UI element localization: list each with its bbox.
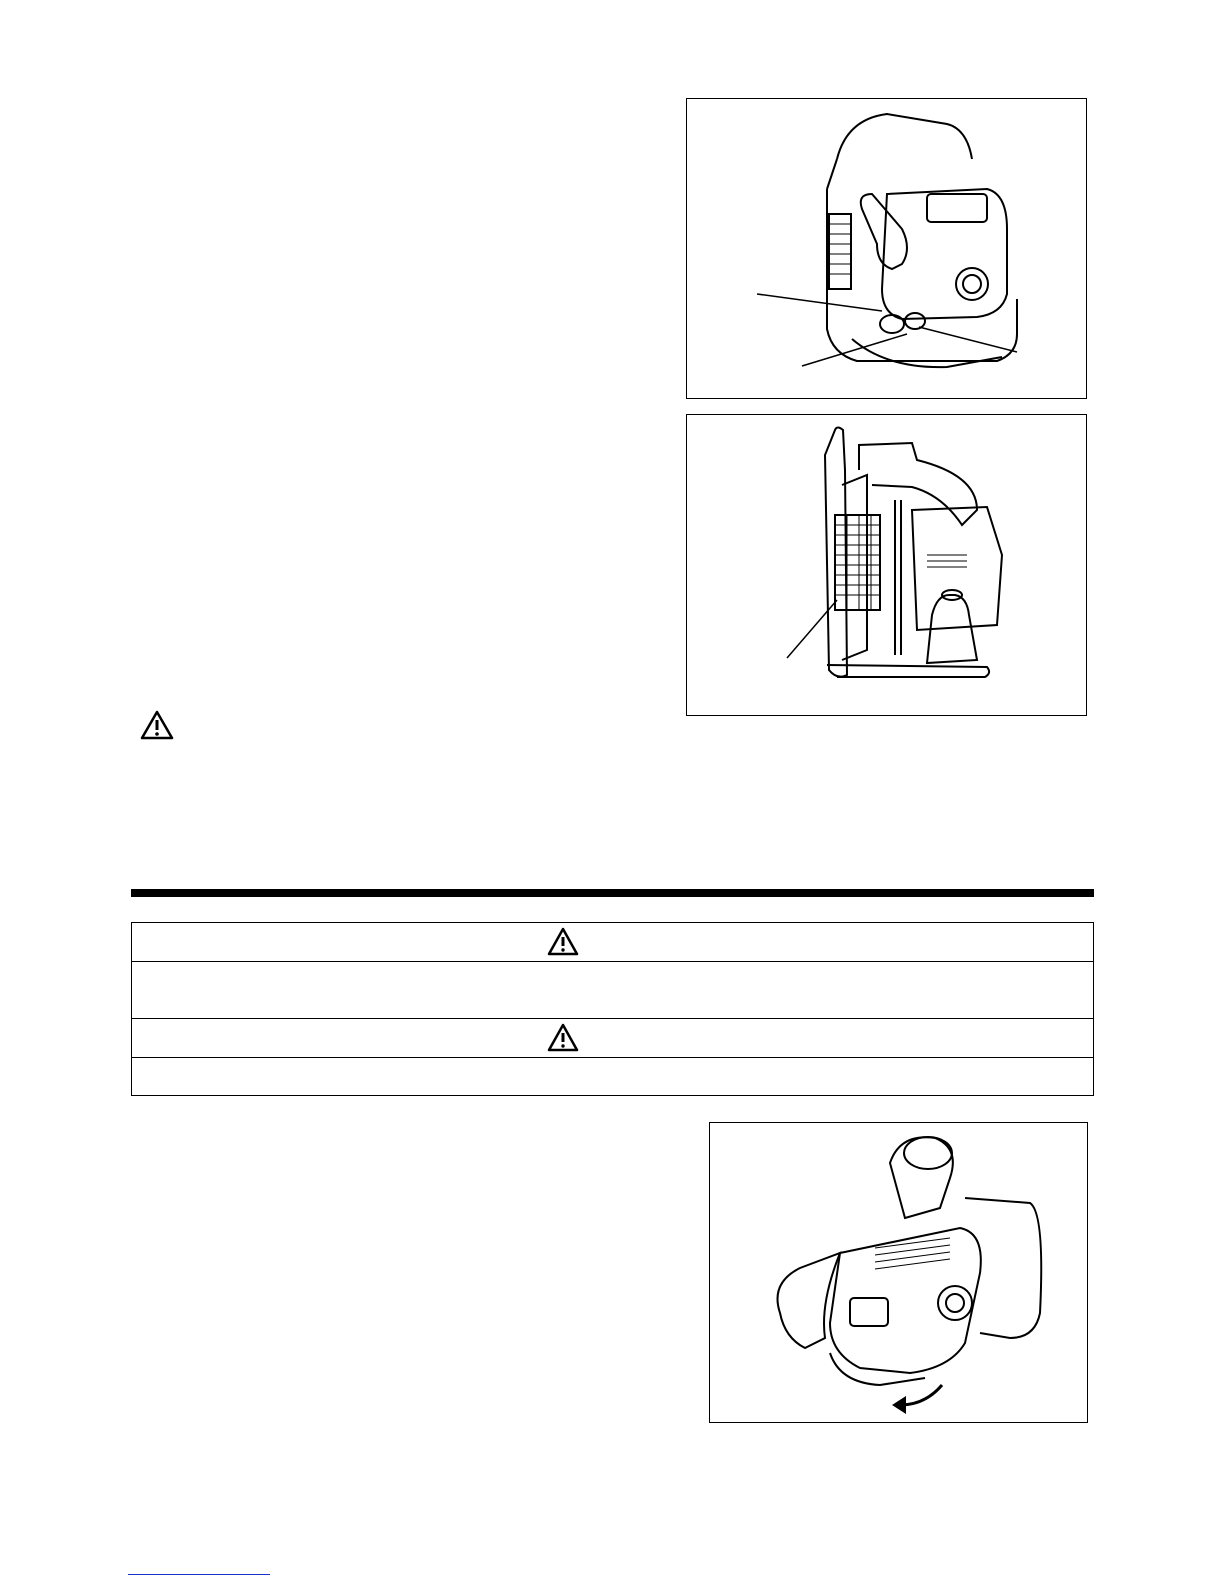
figure-blower-rear-view	[686, 98, 1087, 399]
notice-body-row	[132, 1058, 1093, 1094]
blower-side-illustration	[687, 415, 1088, 717]
warning-triangle-icon	[547, 1023, 579, 1053]
notice-body-row	[132, 962, 1093, 1019]
blower-tilted-illustration	[710, 1123, 1089, 1424]
footer-link[interactable]	[128, 1574, 270, 1575]
section-divider	[131, 889, 1094, 897]
warning-triangle-icon	[140, 710, 174, 740]
safety-notice-table	[131, 922, 1094, 1096]
figure-blower-tilted-view	[709, 1122, 1088, 1423]
warning-triangle-icon	[547, 927, 579, 957]
figure-blower-side-view	[686, 414, 1087, 716]
blower-rear-illustration	[687, 99, 1088, 400]
notice-header-row	[132, 1019, 1093, 1058]
notice-header-row	[132, 923, 1093, 962]
